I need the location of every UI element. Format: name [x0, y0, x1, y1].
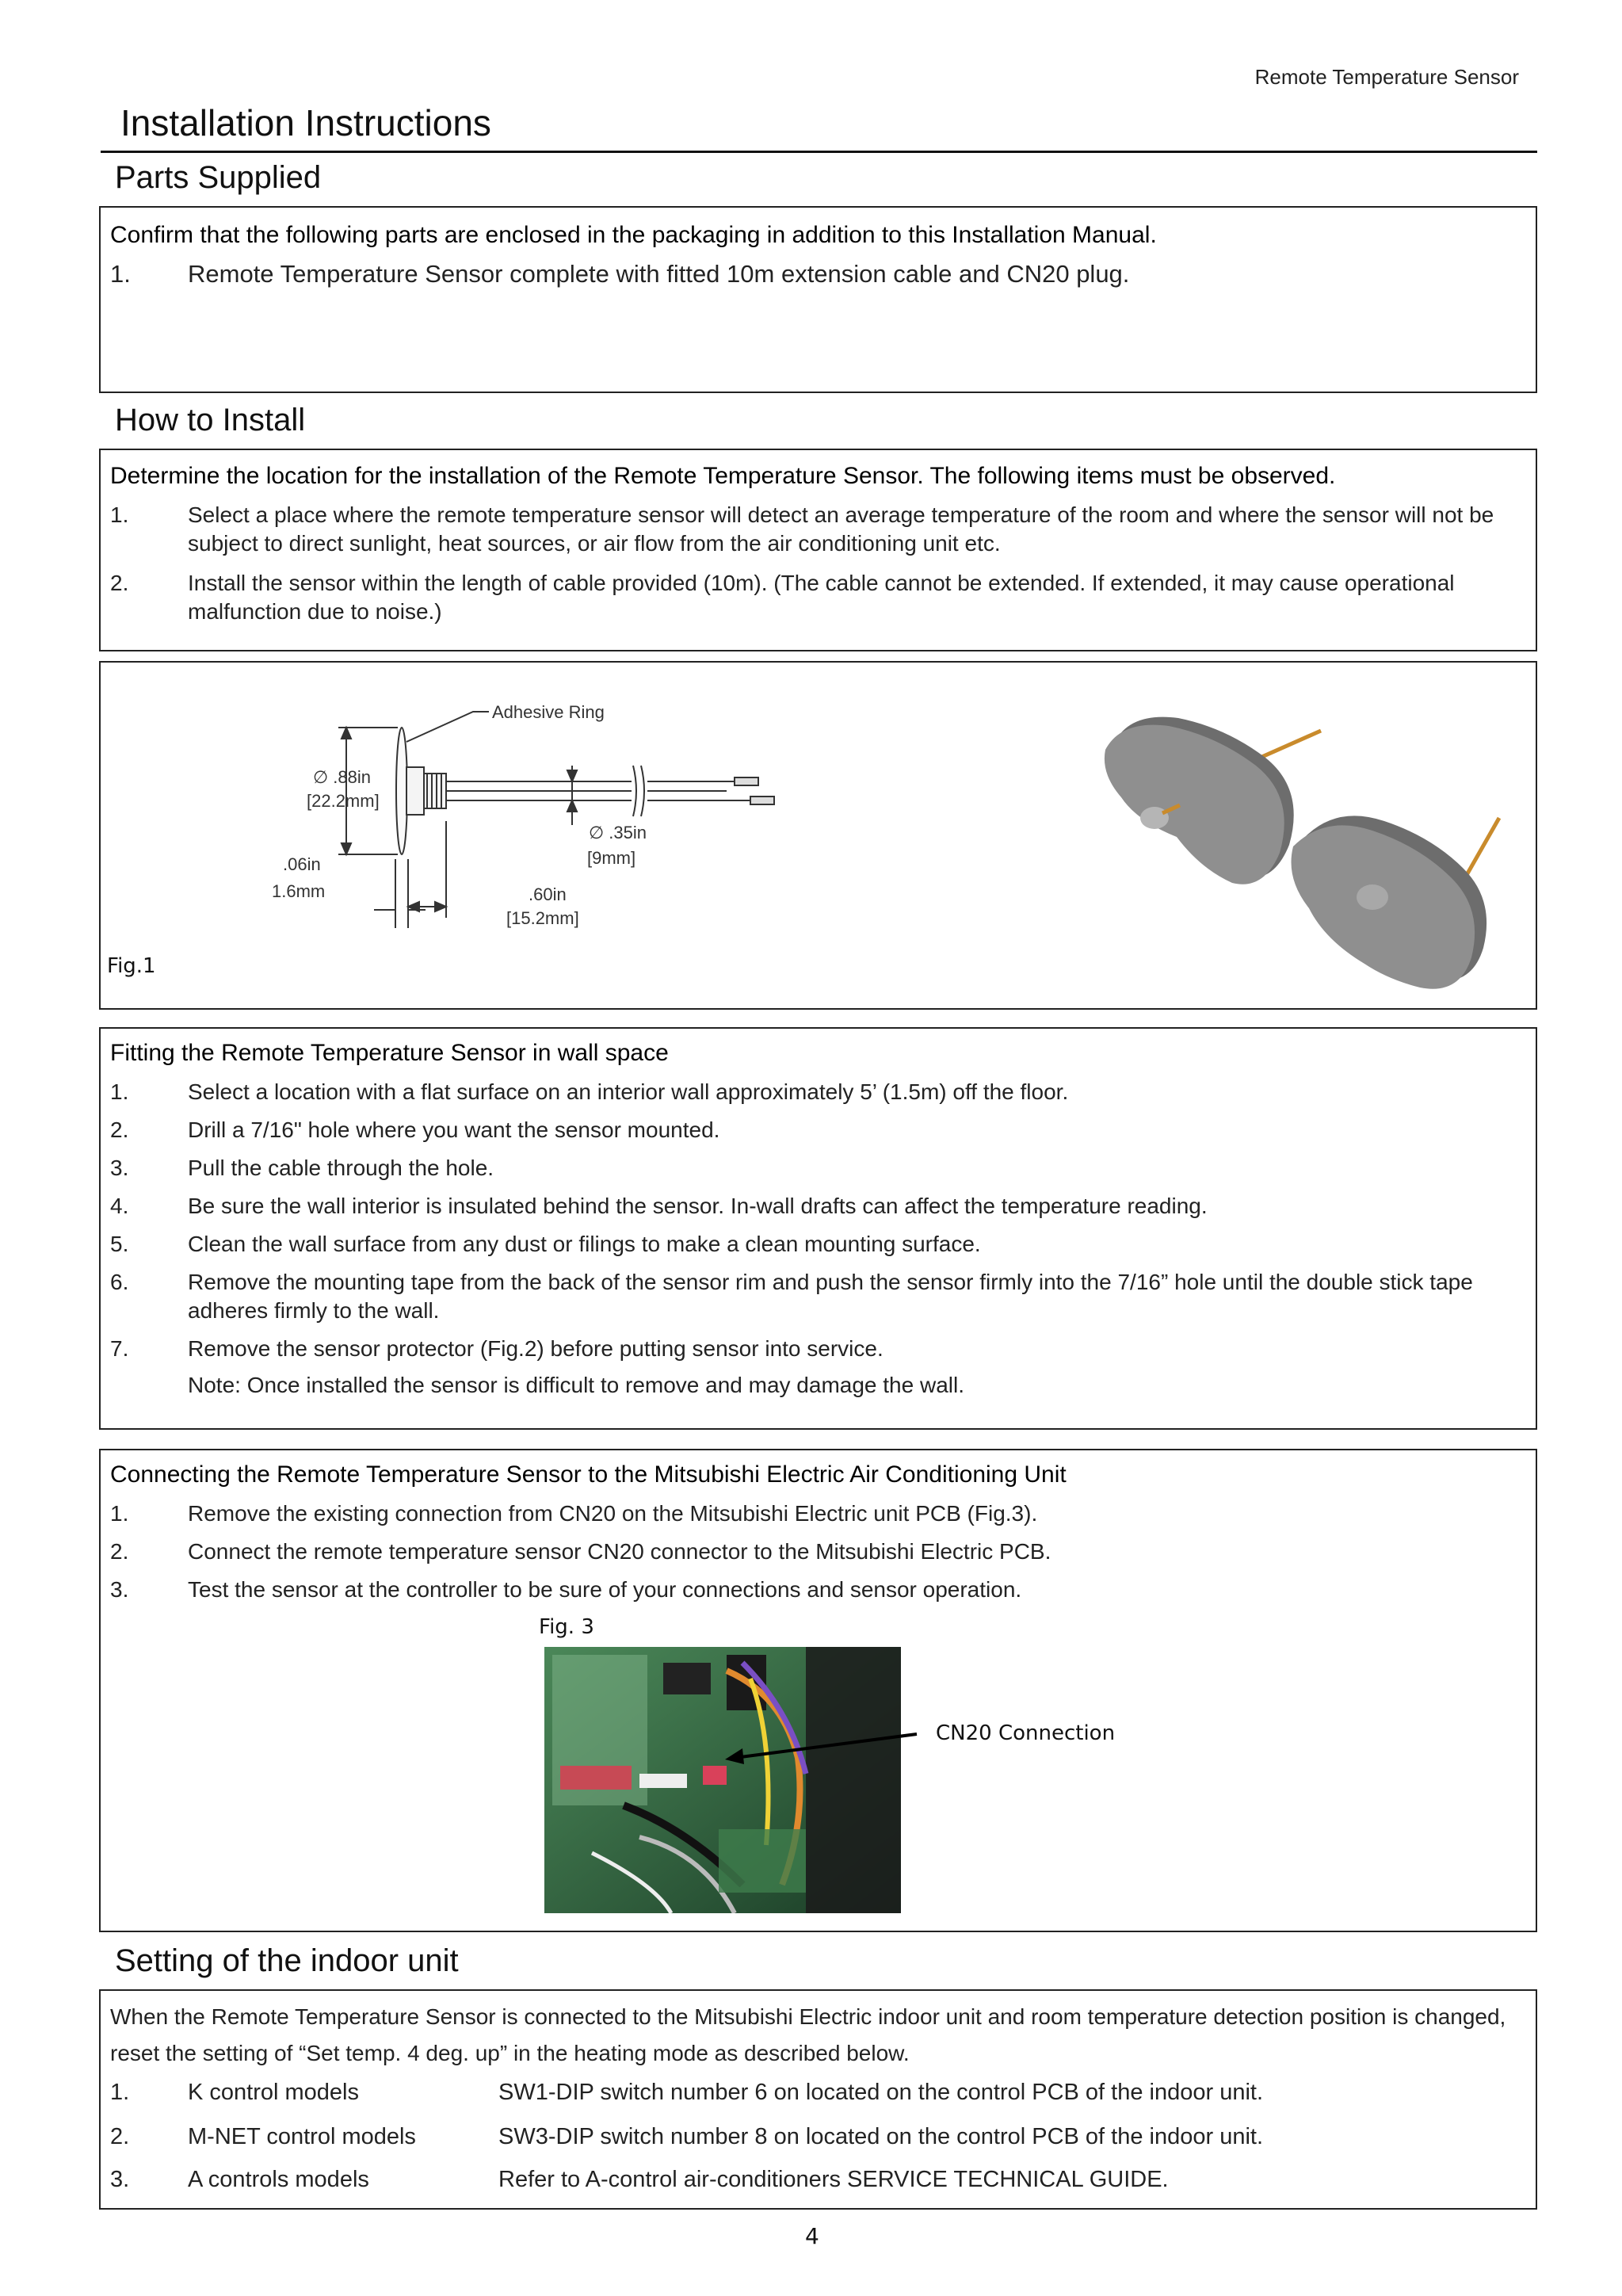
list-item [110, 1335, 1504, 1363]
list-text: Remove the mounting tape from the back of the sensor rim and push the sensor firmly into the 7/16” hole until the double stick tape adheres firmly to the wall. [188, 1270, 1473, 1323]
list-text: Test the sensor at the controller to be sure of your connections and sensor operation. [188, 1577, 1022, 1602]
parts-supplied-box [99, 206, 1537, 393]
list-item [110, 1078, 1504, 1106]
dim-label: ∅ .35in [589, 823, 647, 842]
list-number: 2. [110, 1117, 129, 1142]
fitting-box [99, 1027, 1537, 1430]
pcb-photo [544, 1647, 901, 1913]
list-number: 2. [110, 571, 129, 595]
how-to-install-lead: Determine the location for the installation of the Remote Temperature Sensor. The following items must be observed. [110, 463, 1336, 489]
list-text: Be sure the wall interior is insulated behind the sensor. In-wall drafts can affect the temperature reading. [188, 1194, 1208, 1218]
list-item [110, 1116, 1504, 1144]
cn20-callout-label: CN20 Connection [936, 1721, 1116, 1745]
title-divider [101, 151, 1537, 153]
sensor-render-2 [1292, 816, 1500, 988]
list-text: Remove the sensor protector (Fig.2) before putting sensor into service. [188, 1336, 884, 1361]
list-number: 3. [110, 1577, 129, 1602]
list-number: 1. [110, 1501, 129, 1526]
figure-1-box [99, 661, 1537, 1010]
callout-arrow [719, 1726, 925, 1774]
dim-label: .06in [283, 854, 321, 874]
list-item [110, 501, 1504, 558]
dim-label: ∅ .88in [313, 767, 371, 787]
how-to-install-heading: How to Install [115, 403, 306, 437]
list-text: Drill a 7/16" hole where you want the sensor mounted. [188, 1117, 720, 1142]
list-number: 5. [110, 1232, 129, 1256]
dim-label: [15.2mm] [506, 908, 579, 928]
list-item [110, 260, 1504, 288]
dim-label: .60in [529, 884, 567, 904]
connecting-box [99, 1449, 1537, 1932]
page-title: Installation Instructions [120, 102, 491, 143]
page-number: 4 [805, 2223, 819, 2249]
fitting-note: Note: Once installed the sensor is difficult to remove and may damage the wall. [188, 1373, 964, 1397]
dim-label: [9mm] [587, 848, 636, 868]
dim-label: [22.2mm] [307, 791, 380, 811]
list-number: 6. [110, 1270, 129, 1294]
row-description: SW3-DIP switch number 8 on located on the control PCB of the indoor unit. [498, 2124, 1264, 2149]
row-model: M-NET control models [188, 2124, 416, 2149]
connecting-heading: Connecting the Remote Temperature Sensor to the Mitsubishi Electric Air Conditioning Unit [110, 1461, 1067, 1488]
running-header: Remote Temperature Sensor [1254, 65, 1519, 89]
fitting-heading: Fitting the Remote Temperature Sensor in wall space [110, 1040, 669, 1066]
list-text: Select a location with a flat surface on an interior wall approximately 5’ (1.5m) off the floor. [188, 1079, 1069, 1104]
setting-box [99, 1989, 1537, 2210]
list-item [110, 569, 1504, 626]
list-number: 3. [110, 1156, 129, 1180]
dimension-labels [272, 702, 647, 928]
row-number: 2. [110, 2124, 130, 2149]
row-model: A controls models [188, 2167, 369, 2192]
list-item [110, 1268, 1504, 1325]
list-item [110, 1499, 1504, 1528]
list-number: 7. [110, 1336, 129, 1361]
row-description: SW1-DIP switch number 6 on located on the control PCB of the indoor unit. [498, 2080, 1264, 2105]
setting-lead: When the Remote Temperature Sensor is connected to the Mitsubishi Electric indoor unit and room temperature detection position is changed, reset the setting of “Set temp. 4 deg. up” in the heating mode as described below. [110, 2004, 1506, 2065]
list-number: 4. [110, 1194, 129, 1218]
row-number: 3. [110, 2167, 130, 2192]
list-item [110, 1154, 1504, 1182]
parts-supplied-lead: Confirm that the following parts are enclosed in the packaging in addition to this Installation Manual. [110, 222, 1157, 248]
list-text: Pull the cable through the hole. [188, 1156, 494, 1180]
list-number: 2. [110, 1539, 129, 1564]
list-number: 1. [110, 1079, 129, 1104]
sensor-render-1 [1105, 717, 1321, 884]
list-number: 1. [110, 260, 131, 288]
figure-3-label: Fig. 3 [539, 1615, 594, 1639]
figure-1-drawing [101, 663, 1536, 1008]
dim-label: Adhesive Ring [492, 702, 605, 722]
parts-supplied-heading: Parts Supplied [115, 160, 322, 195]
list-item [110, 1576, 1504, 1604]
how-to-install-box [99, 449, 1537, 651]
list-text: Remove the existing connection from CN20 on the Mitsubishi Electric unit PCB (Fig.3). [188, 1501, 1038, 1526]
list-text: Clean the wall surface from any dust or filings to make a clean mounting surface. [188, 1232, 981, 1256]
list-item [110, 1538, 1504, 1566]
dim-label: 1.6mm [272, 881, 326, 901]
list-text: Connect the remote temperature sensor CN20 connector to the Mitsubishi Electric PCB. [188, 1539, 1051, 1564]
row-model: K control models [188, 2080, 359, 2105]
setting-heading: Setting of the indoor unit [115, 1943, 459, 1978]
list-item [110, 1230, 1504, 1259]
row-description: Refer to A-control air-conditioners SERVICE TECHNICAL GUIDE. [498, 2167, 1169, 2192]
list-text: Select a place where the remote temperature sensor will detect an average temperature of the room and where the sensor will not be subject to direct sunlight, heat sources, or air flow from the air conditioning unit etc. [188, 502, 1494, 556]
row-number: 1. [110, 2080, 130, 2105]
list-text: Install the sensor within the length of cable provided (10m). (The cable cannot be extended. If extended, it may cause operational malfunction due to noise.) [188, 571, 1455, 624]
list-number: 1. [110, 502, 129, 527]
list-text: Remote Temperature Sensor complete with fitted 10m extension cable and CN20 plug. [188, 260, 1130, 288]
adhesive-ring-shape [396, 728, 407, 854]
figure-1-label: Fig.1 [107, 954, 156, 978]
list-item [110, 1192, 1504, 1221]
